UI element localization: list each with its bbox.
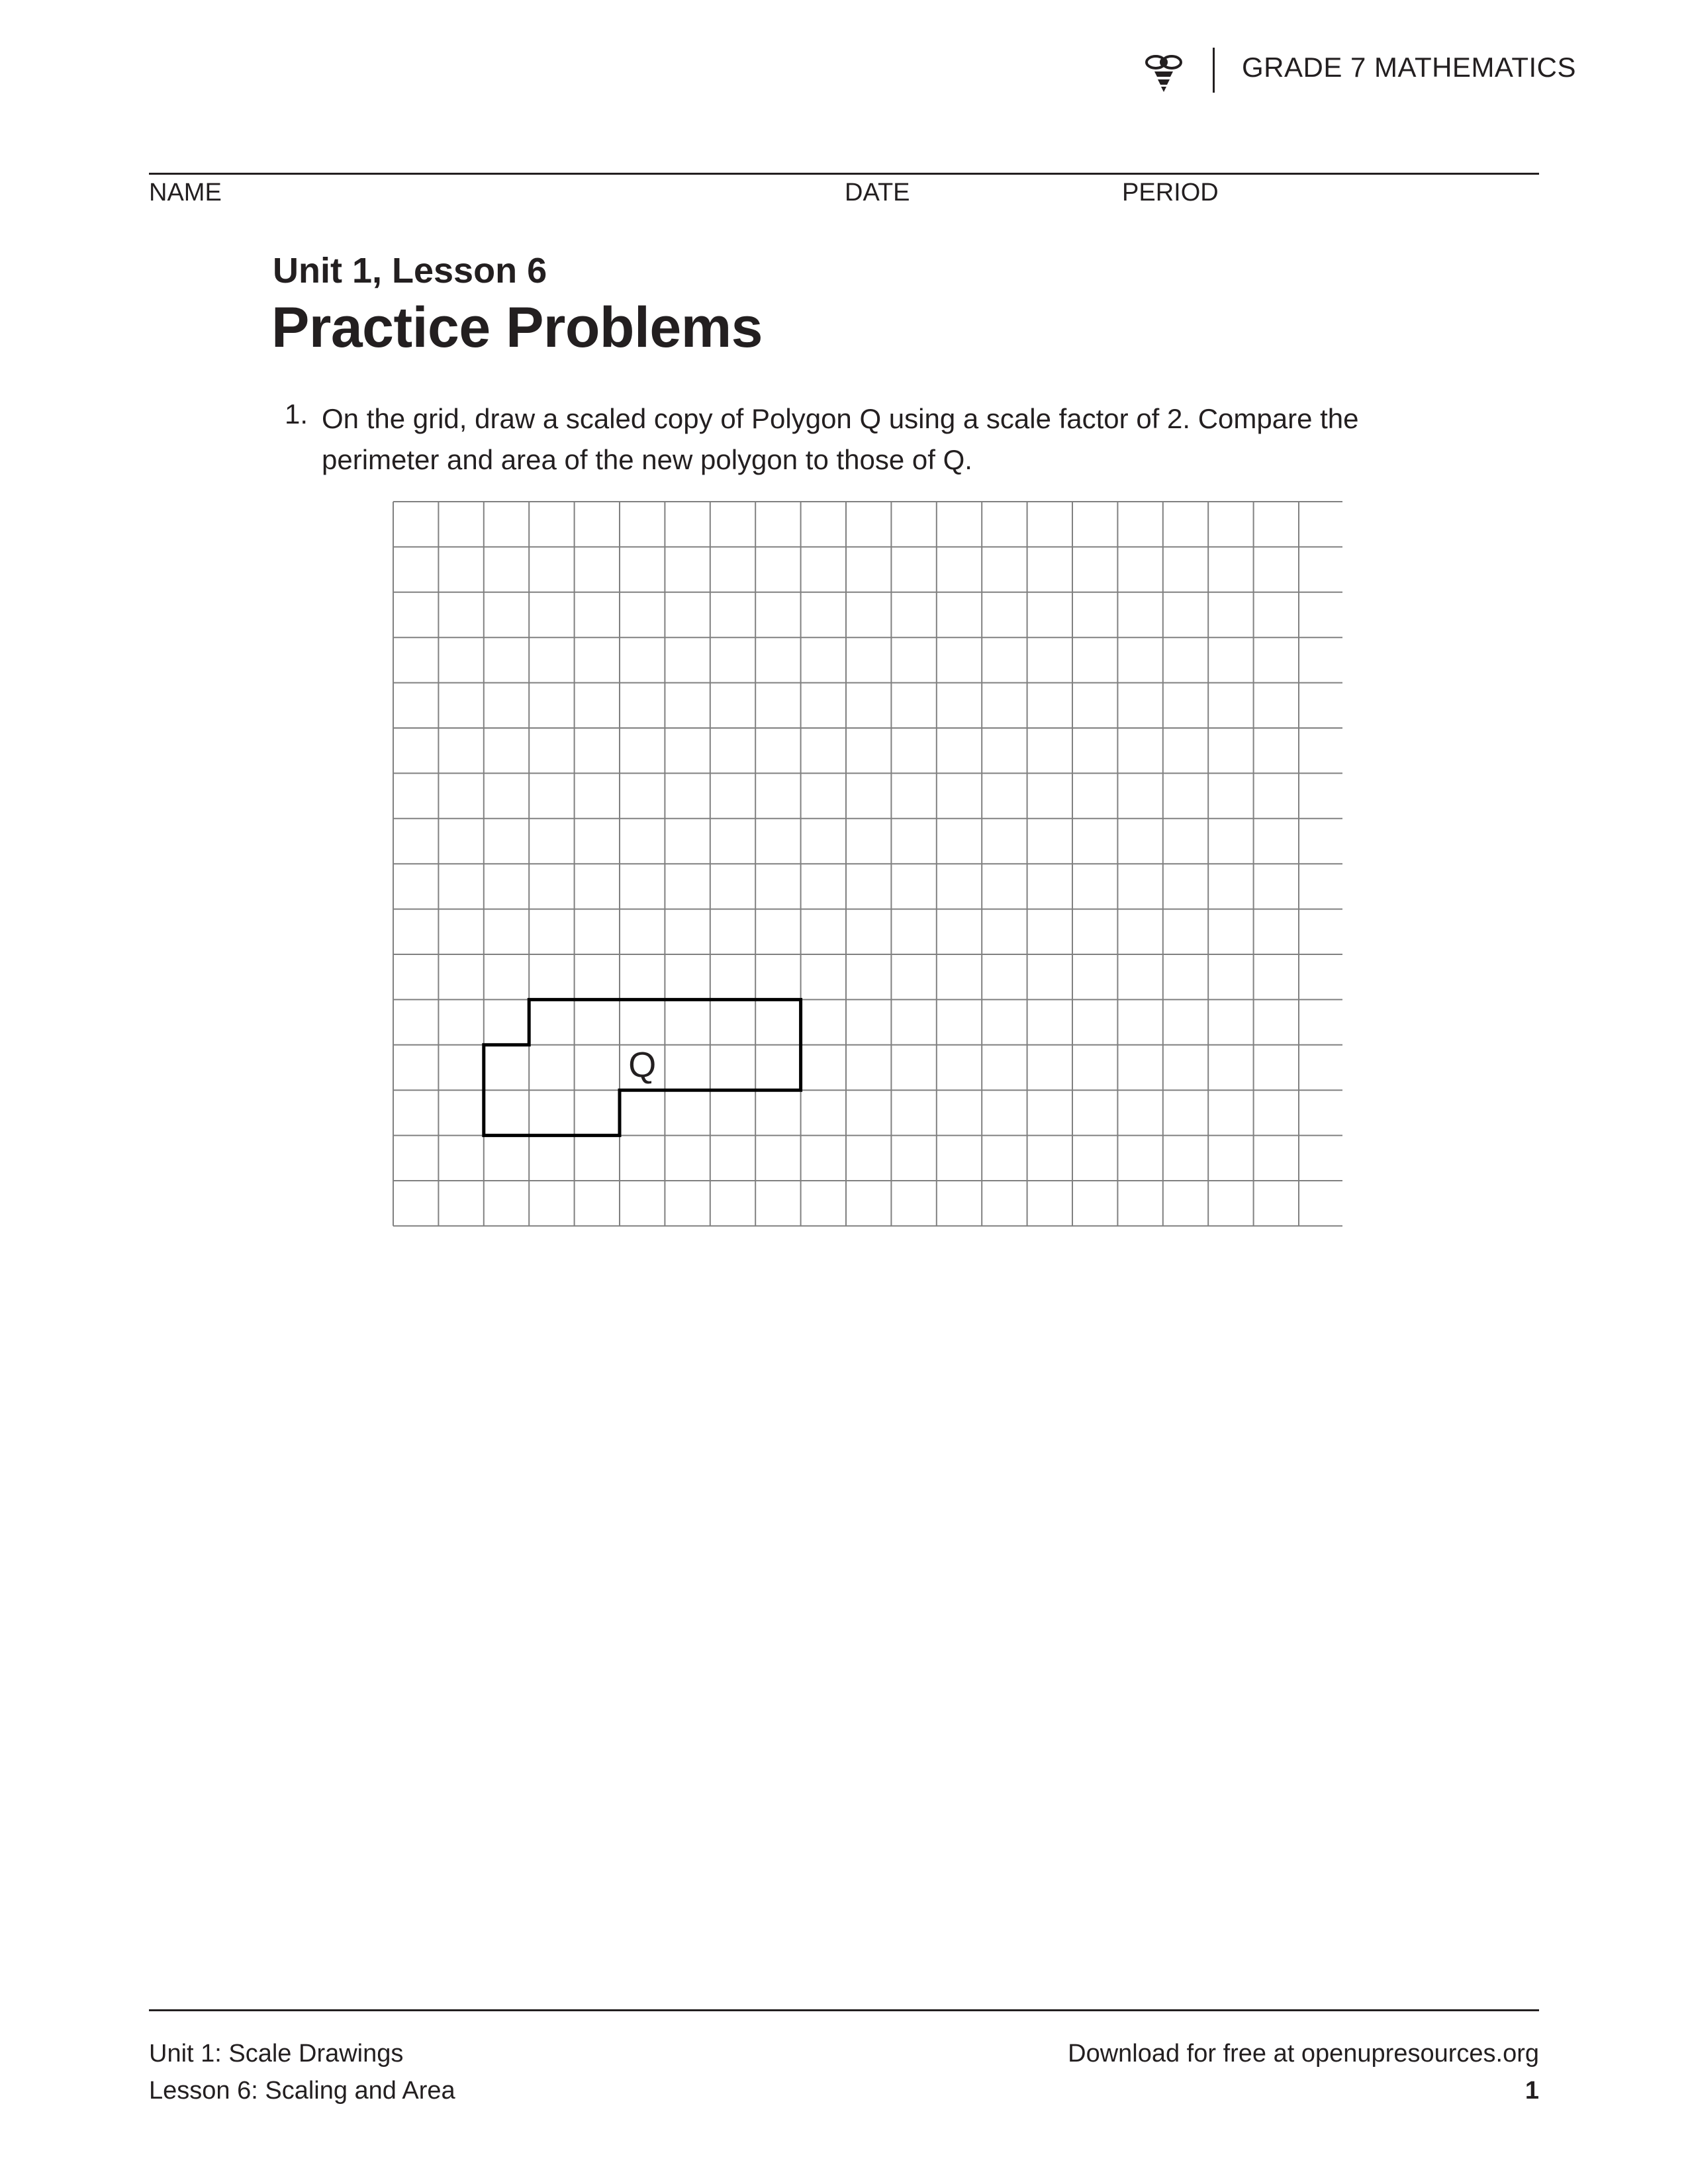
footer-unit: Unit 1: Scale Drawings	[149, 2040, 404, 2068]
name-line-rule	[149, 173, 1539, 175]
period-label: PERIOD	[1122, 179, 1219, 206]
header-divider	[1213, 48, 1215, 93]
course-title: GRADE 7 MATHEMATICS	[1242, 52, 1576, 83]
footer-lesson: Lesson 6: Scaling and Area	[149, 2077, 455, 2105]
name-label: NAME	[149, 179, 222, 206]
graph-grid[interactable]	[392, 500, 1342, 1228]
footer-rule	[149, 2009, 1539, 2011]
bee-logo-icon	[1144, 49, 1184, 93]
footer-download-link[interactable]: Download for free at openupresources.org	[1068, 2040, 1539, 2068]
page-title: Practice Problems	[271, 296, 763, 359]
lesson-label: Unit 1, Lesson 6	[273, 251, 547, 291]
polygon-q-label: Q	[628, 1045, 657, 1085]
problem-number: 1.	[285, 398, 308, 430]
date-label: DATE	[845, 179, 910, 206]
page-number: 1	[1524, 2077, 1539, 2105]
problem-text: On the grid, draw a scaled copy of Polygon Q using a scale factor of 2. Compare the perimeter and area of the new polygon to those of Q.	[322, 403, 1359, 475]
grid-lines	[393, 502, 1342, 1226]
